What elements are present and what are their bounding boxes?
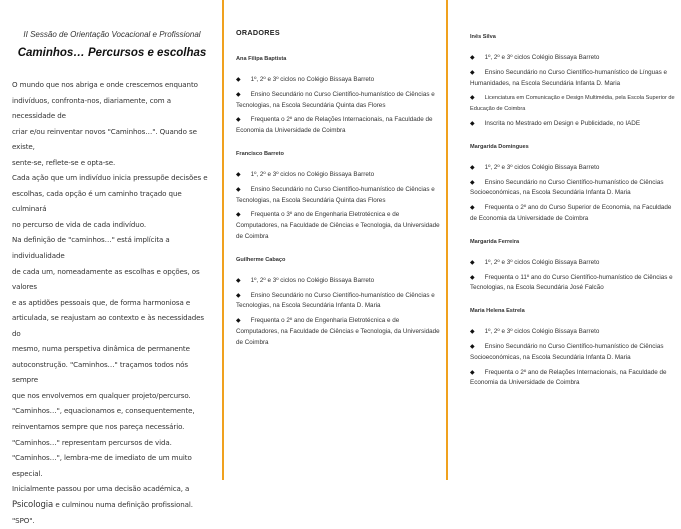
item-text: 1º, 2º e 3º ciclos Colégio Bissaya Barreto: [484, 54, 600, 61]
diamond-bullet-icon: ◆: [470, 259, 475, 266]
speaker-block: [236, 56, 440, 137]
list-item: [470, 119, 676, 130]
speaker-block: [236, 151, 440, 243]
session-subtitle: II Sessão de Orientação Vocacional e Profissional: [23, 30, 201, 39]
list-item: [236, 185, 440, 207]
list-item: [470, 273, 676, 295]
diamond-bullet-icon: ◆: [470, 55, 475, 61]
intro-text: [12, 77, 212, 529]
text-line: de cada um, nomeadamente as escolhas e opções, os valores: [12, 266, 200, 292]
text-line: sente-se, reflete-se e opta-se.: [12, 157, 116, 167]
item-text: Frequenta o 2º ano do Curso Superior de Economia, na Faculdade de Economia da Universidade de Coimbra: [470, 204, 672, 222]
diamond-bullet-icon: ◆: [236, 77, 241, 83]
text-line: que nos envolvemos em qualquer projeto/percurso.: [12, 390, 191, 400]
diamond-bullet-icon: ◆: [236, 91, 241, 98]
list-item: [236, 75, 440, 86]
text-line: escolhas, cada opção é um caminho traçado que culminará: [12, 188, 182, 214]
list-item: [470, 327, 676, 338]
text-line: no percurso de vida de cada indivíduo.: [12, 219, 146, 229]
text-line: O mundo que nos abriga e onde crescemos enquanto: [12, 80, 198, 89]
text-line: "Caminhos…", equacionamos e, consequentemente,: [12, 406, 195, 416]
item-text: Licenciatura em Comunicação e Design Multimédia, pela Escola Superior de Educação de Coimbra: [470, 95, 675, 113]
item-text: Ensino Secundário no Curso Científico-humanístico de Ciências e Tecnologias, na Escola Secundária Quinta das Flores: [236, 185, 435, 204]
item-text: 1º, 2º e 3º ciclos Colégio Bissaya Barreto: [484, 258, 600, 266]
item-text: Frequenta o 2º ano de Relações Internacionais, na Faculdade de Economia da Universidade de Coimbra: [236, 116, 433, 135]
item-text: Ensino Secundário no Curso Científico-humanístico de Ciências Socioeconómicas, na Escola Secundária Infanta D. Maria: [470, 178, 664, 197]
speaker-name: Maria Helena Estrela: [470, 308, 525, 315]
speakers-column-1: [226, 0, 444, 480]
speaker-block: [470, 144, 676, 225]
text-line: mesmo, numa perspetiva dinâmica de permanente: [12, 344, 190, 354]
diamond-bullet-icon: ◆: [236, 277, 241, 284]
diamond-bullet-icon: ◆: [236, 292, 241, 299]
diamond-bullet-icon: ◆: [470, 343, 475, 350]
speaker-name: Inês Silva: [470, 34, 496, 40]
speakers-heading: ORADORES: [236, 28, 280, 37]
intro-column: [0, 0, 220, 526]
diamond-bullet-icon: ◆: [236, 171, 241, 178]
text-line: indivíduos, confronta-nos, diariamente, com a necessidade de: [12, 95, 171, 121]
item-text: 1º, 2º e 3º ciclos no Colégio Bissaya Barreto: [250, 76, 375, 83]
column-divider: [446, 0, 448, 480]
list-item: [236, 115, 440, 137]
diamond-bullet-icon: ◆: [470, 205, 475, 212]
item-text: Frequenta o 3º ano de Engenharia Eletrotécnica e de Computadores, na Faculdade de Ciências e Tecnologia, da Universidade de Coimbra: [236, 211, 440, 240]
list-item: [236, 316, 440, 348]
text-line: Na definição de "caminhos…" está implícita a individualidade: [12, 235, 170, 261]
speakers-column-2: [450, 0, 678, 480]
item-text: 1º, 2º e 3º ciclos Colégio Bissaya Barreto: [484, 163, 600, 171]
text-line: reinventamos sempre que nos pareça necessário.: [12, 422, 185, 432]
item-text: Ensino Secundário no Curso Científico-humanístico de Ciências e Tecnologias, na Escola Secundária Infanta D. Maria: [236, 291, 435, 310]
text-line: autoconstrução. "Caminhos…" traçamos todos nós sempre: [12, 359, 188, 385]
speaker-block: [470, 239, 676, 294]
speaker-name: Margarida Ferreira: [470, 238, 520, 245]
page-title: Caminhos… Percursos e escolhas: [17, 47, 207, 59]
item-text: Ensino Secundário no Curso Científico-humanístico de Línguas e Humanidades, na Escola Secundária Infanta D. Maria: [470, 68, 667, 87]
diamond-bullet-icon: ◆: [236, 318, 241, 325]
speaker-block: [470, 308, 676, 389]
list-item: [236, 90, 440, 112]
diamond-bullet-icon: ◆: [470, 120, 475, 127]
list-item: [236, 210, 440, 242]
diamond-bullet-icon: ◆: [470, 329, 475, 336]
diamond-bullet-icon: ◆: [236, 212, 241, 219]
diamond-bullet-icon: ◆: [470, 95, 475, 102]
list-item: [470, 163, 676, 174]
list-item: [470, 368, 676, 390]
list-item: [470, 53, 676, 64]
item-text: Frequenta o 2º ano de Engenharia Eletrotécnica e de Computadores, na Faculdade de Ciências e Tecnologia, da Universidade de Coimbra: [236, 317, 440, 346]
speaker-name: Guilherme Cabaço: [236, 256, 286, 263]
text-line: e as aptidões pessoais que, de forma harmoniosa e: [12, 297, 191, 307]
speaker-name: Francisco Barreto: [236, 150, 284, 157]
diamond-bullet-icon: ◆: [470, 69, 475, 76]
text-line: Inicialmente passou por uma decisão académica, a: [12, 484, 190, 494]
list-item: [470, 203, 676, 225]
item-text: 1º, 2º e 3º ciclos Colégio Bissaya Barreto: [484, 328, 600, 336]
diamond-bullet-icon: ◆: [470, 369, 475, 376]
item-text: Ensino Secundário no Curso Científico-humanístico de Ciências Socioeconómicas, na Escola Secundária Infanta D. Maria: [470, 342, 664, 361]
item-text: Inscrita no Mestrado em Design e Publicidade, no IADE: [484, 119, 641, 127]
list-item: [470, 258, 676, 269]
text-line-rest: e culminou numa definição profissional. "SPO".: [12, 499, 193, 526]
speaker-block: [236, 257, 440, 349]
item-text: 1º, 2º e 3º ciclos no Colégio Bissaya Barreto: [250, 170, 375, 178]
list-item: [470, 68, 676, 90]
item-text: Frequenta o 11º ano do Curso Científico-humanístico de Ciências e Tecnologias, na Escola Secundária José Falcão: [470, 273, 673, 292]
speaker-name: Ana Filipa Baptista: [236, 56, 287, 62]
diamond-bullet-icon: ◆: [470, 164, 475, 171]
text-line: [12, 497, 212, 529]
diamond-bullet-icon: ◆: [470, 274, 475, 281]
text-line: Cada ação que um indivíduo inicia pressupõe decisões e: [12, 173, 208, 183]
diamond-bullet-icon: ◆: [236, 186, 241, 193]
text-line: "Caminhos…", lembra-me de imediato de um muito especial.: [12, 453, 192, 478]
item-text: 1º, 2º e 3º ciclos no Colégio Bissaya Barreto: [250, 276, 375, 284]
diamond-bullet-icon: ◆: [236, 117, 241, 124]
list-item: [236, 276, 440, 287]
list-item: [470, 342, 676, 364]
text-line: "Caminhos…" representam percursos de vida.: [12, 437, 172, 447]
list-item: [470, 178, 676, 200]
item-text: Frequenta o 2º ano de Relações Internacionais, na Faculdade de Economia da Universidade de Coimbra: [470, 368, 667, 387]
list-item: [236, 170, 440, 181]
speaker-name: Margarida Domingues: [470, 143, 529, 150]
diamond-bullet-icon: ◆: [470, 179, 475, 186]
column-divider: [222, 0, 224, 480]
list-item: [470, 93, 676, 115]
list-item: [236, 291, 440, 313]
text-line: articulada, se reajustam ao contexto e às necessidades do: [12, 313, 205, 338]
item-text: Ensino Secundário no Curso Científico-humanístico de Ciências e Tecnologias, na Escola Secundária Quinta das Flores: [236, 90, 435, 109]
speaker-block: [470, 34, 676, 130]
psicologia-word: Psicologia: [12, 499, 54, 510]
text-line: criar e/ou reinventar novos "Caminhos…". Quando se existe,: [12, 126, 197, 152]
